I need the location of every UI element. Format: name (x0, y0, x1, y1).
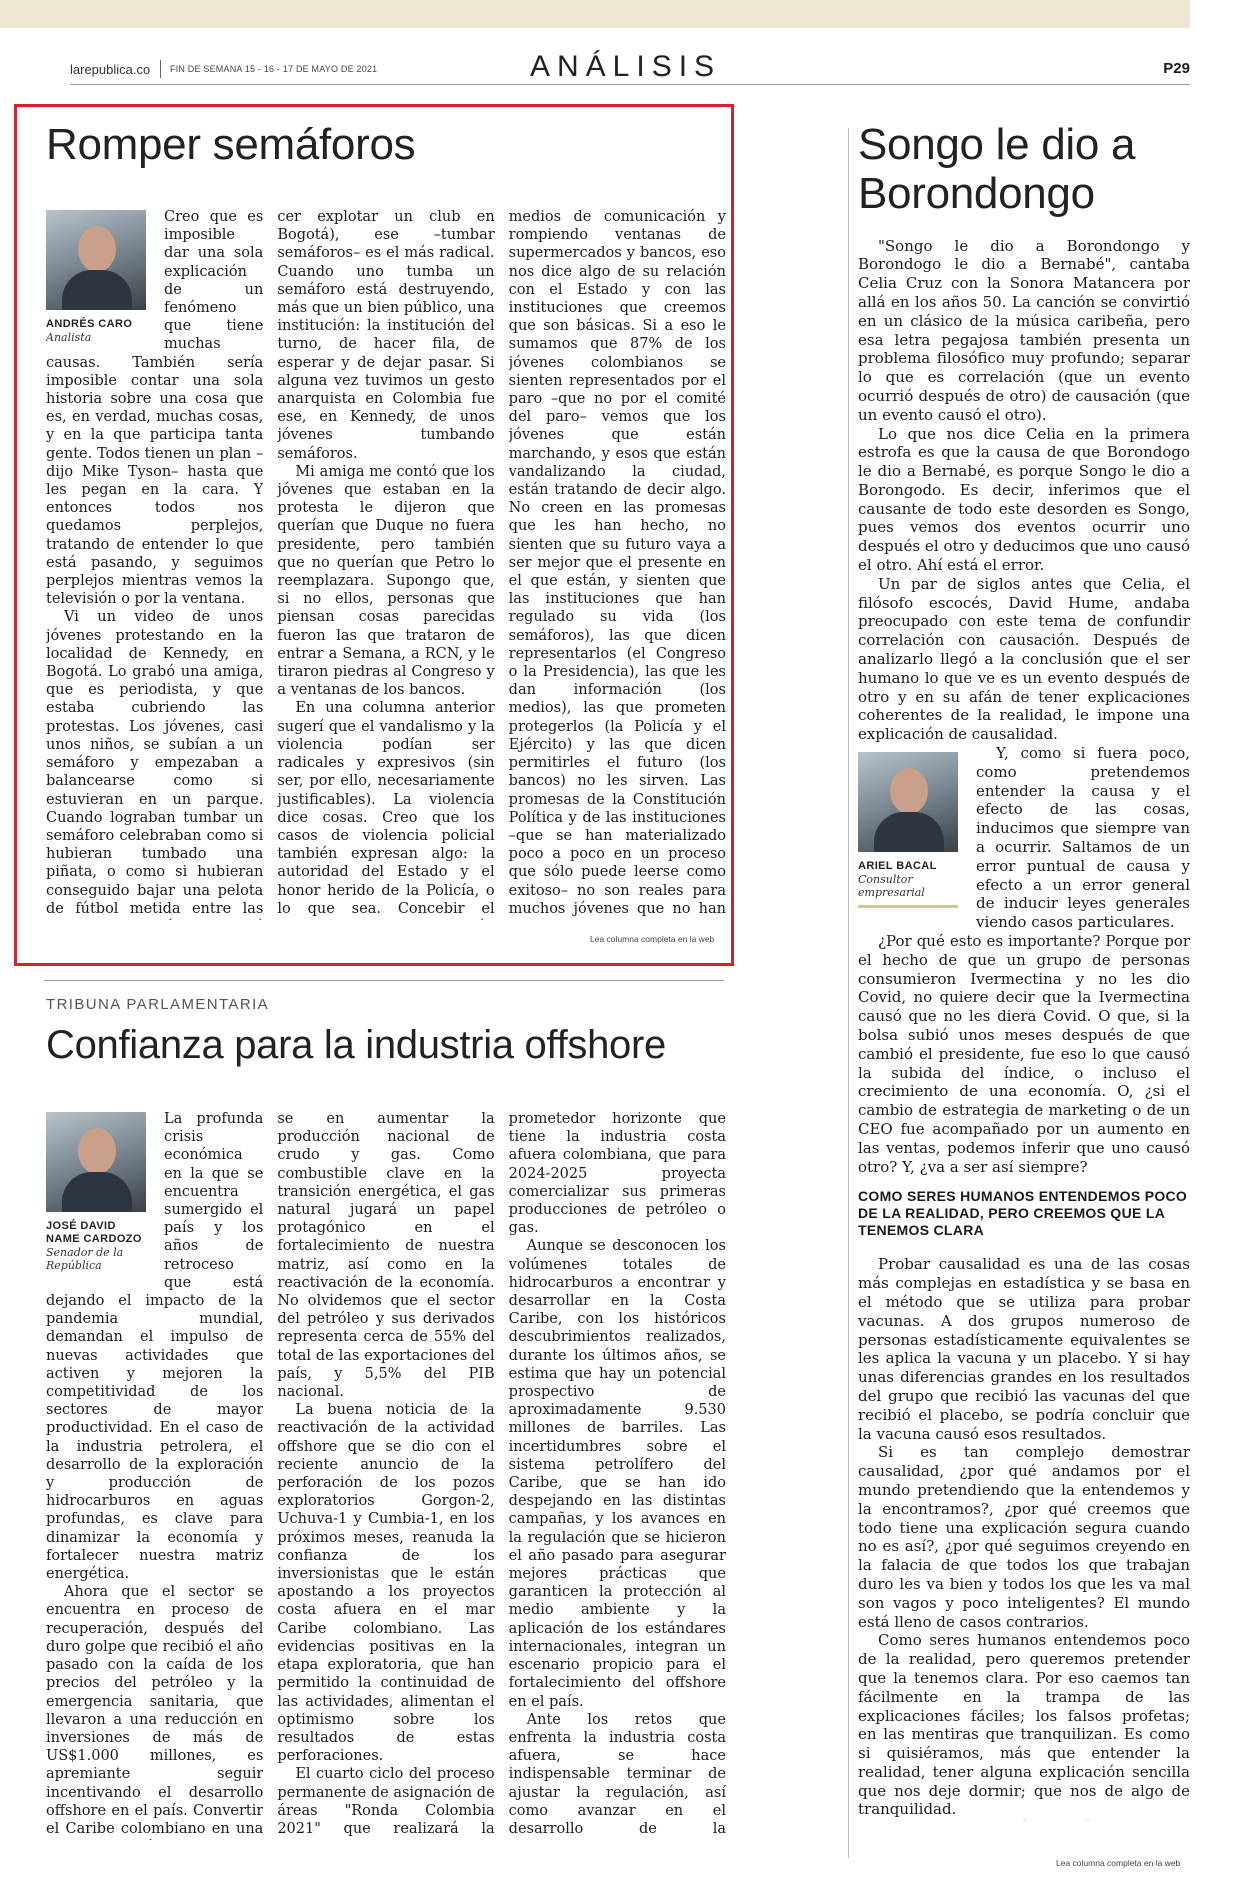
site-name[interactable]: larepublica.co (70, 62, 151, 77)
column-2 (277, 208, 494, 920)
article-body (46, 208, 726, 920)
article-title: Romper semáforos (46, 120, 416, 169)
column-3 (509, 1110, 726, 1840)
subheading: COMO SERES HUMANOS ENTENDEMOS POCO DE LA REALIDAD, PERO CREEMOS QUE LA TENEMOS CLARA (858, 1188, 1188, 1239)
page-number: P29 (1163, 60, 1190, 77)
paragraph: "Songo le dio a Borondongo y Borondogo le dio a Bernabé", cantaba Celia Cruz con la Sonora Matancera por allá en los años 50. La canción se convirtió en un clásico de la música caribeña, pero esa letra pegajosa también presenta un problema filosófico muy profundo; separar lo que es correlación (que un evento ocurrió después de otro) de causación (que un evento causó el otro). (858, 236, 1190, 424)
column-3 (509, 208, 726, 920)
author-box (46, 1112, 150, 1272)
article-offshore (46, 996, 726, 1068)
paragraph: Ahora que el sector se encuentra en proceso de recuperación, después del duro golpe que recibió el año pasado con la caída de los precios del petróleo y la emergencia sanitaria, que llevaron a una reducción en inversiones de más de US$1.000 millones, es apremiante seguir incentivando el desarrollo offshore en el país. Convertir el Caribe colombiano en una (46, 1584, 264, 1837)
article-title: Songo le dio a Borondongo (858, 120, 1136, 219)
paragraph: La buena noticia de la reactivación de la actividad offshore que se dio con el reciente anuncio de la perforación de los pozos exploratorios Gorgon-2, Uchuva-1 y Cumbia-1, en los próximos meses, reanuda la confianza de los inversionistas que le están apostando a los proyectos costa afuera en el mar Caribe colombiano. Las evidencias positivas en la etapa exploratoria, que han permitido la continuidad de las actividades, alimentan el optimismo sobre los resultados de estas perforaciones. (277, 1402, 495, 1765)
page-header (70, 50, 1190, 83)
article-body (46, 1110, 726, 1840)
author-underline (858, 905, 958, 908)
author-name: ARIEL BACAL (858, 860, 937, 873)
author-photo (46, 1112, 146, 1212)
article-songo (858, 120, 1190, 1821)
column-1 (46, 208, 263, 920)
article-romper-semaforos (46, 120, 726, 169)
paragraph: Ante los retos que enfrenta la industria costa afuera, se hace indispensable terminar de ajustar la regulación, así como avanzar en el desarrollo de la (508, 1711, 726, 1837)
author-name: ANDRÉS CARO (46, 318, 133, 330)
author-role: Consultor empresarial (858, 873, 925, 900)
column-1 (46, 1110, 263, 1840)
header-separator (160, 60, 161, 78)
header-rule (70, 84, 1190, 85)
paragraph: medios de comunicación y rompiendo ventanas de supermercados y bancos, eso nos dice algo de su relación con el Estado y con las instituciones que creemos que son básicas. Si a eso le sumamos que 87% de los jóvenes colombianos se sienten representados por el paro –que no por el comité del paro– vemos que los jóvenes que están marchando, y esos que están vandalizando la ciudad, están tratando de decir algo. No creen en las promesas que les han hecho, no sienten que su futuro vaya a ser mejor que el presente en el que están, y sienten que las instituciones que han regulado su vida (los semáforos), las que dicen representarlos (el Congreso o la Presidencia), las que les dan información (los medios), las que prometen protegerlos (la Policía y el Ejército) y las que dicen permitirles el futuro (los bancos) no les sirven. Las promesas de la Constitución Política y de las instituciones –que se han materializado poco a poco en un proceso que sólo puede leerse como exitoso– no son reales para muchos jóvenes que no han (508, 209, 726, 917)
paragraph: La profunda crisis económica en la que se encuentra sumergido el país y los años de retroceso que está dejando el impacto de la pandemia mundial, demandan el impulso de nuevas actividades que activen y mejoren la competitividad de los sectores de mayor productividad. En el caso de la industria petrolera, el desarrollo de la exploración y producción de hidrocarburos en aguas profundas, es clave para dinamizar la economía y fortalecer nuestra matriz energética. (46, 1111, 264, 1583)
read-more-link[interactable]: Lea columna completa en la web (1056, 1858, 1181, 1868)
paragraph: Si es tan complejo demostrar causalidad, ¿por qué andamos por el mundo pretendiendo que la entendemos y la encontramos?, ¿por qué creemos que todo tiene una explicación segura cuando no es así?, ¿por qué seguimos creyendo en la falacia de que todos los que trabajan duro les va bien y todos los que les va mal son vagos y poco inteligentes? El mundo está lleno de casos contrarios. (858, 1443, 1190, 1631)
paragraph: Un par de siglos antes que Celia, el filósofo escocés, David Hume, andaba preocupado con este tema de confundir correlación con causación. Después de analizarlo llegó a la conclusión que el ser humano lo que ve es un evento después de otro y en su afán de tener explicaciones coherentes de la realidad, le impone una explicación de causalidad. (858, 574, 1190, 744)
article-kicker: TRIBUNA PARLAMENTARIA (46, 996, 270, 1013)
paragraph: Aunque se desconocen los volúmenes totales de hidrocarburos a encontrar y desarrollar en la Costa Caribe, con los históricos descubrimientos realizados, durante los últimos años, se estima que hay un potencial prospectivo de aproximadamente 9.530 millones de barriles. Las incertidumbres sobre el sistema petrolífero del Caribe, que se han ido despejando en las distintas campañas, y los avances en la regulación que se hicieron el año pasado para asegurar mejores prácticas que garanticen la protección al medio ambiente y la aplicación de los estándares internacionales, integran un escenario propicio para el fortalecimiento del offshore en el país. (508, 1238, 726, 1710)
section-rule (44, 980, 724, 981)
author-role: Analista (46, 331, 92, 344)
paragraph: El cuarto ciclo del proceso permanente de asignación de áreas "Ronda Colombia 2021" que realizará la (277, 1766, 495, 1837)
paragraph: prometedor horizonte que tiene la industria costa afuera colombiana, que para 2024-2025 proyecta comercializar sus primeras producciones de petróleo o gas. (508, 1111, 726, 1237)
paragraph: Como seres humanos entendemos poco de la realidad, pero queremos pretender que la tenemos clara. Por eso caemos tan fácilmente en la trampa de las explicaciones fáciles; los falsos profetas; en las mentiras que tranquilizan. Es como si quisiéramos, más que entender la realidad, tener alguna explicación sencilla que nos deje dormir; que nos de algo de tranquilidad. (858, 1631, 1190, 1819)
author-box (46, 210, 150, 344)
paragraph: Creo que es imposible dar una sola explicación de un fenómeno que tiene muchas causas. También sería imposible contar una sola historia sobre una cosa que es, en verdad, muchas cosas, y en la que participa tanta gente. Todos tienen un plan –dijo Mike Tyson– hasta que les pegan en la cara. Y entonces todos nos quedamos perplejos, tratando de entender lo que está pasando, y seguimos perplejos mientras vemos la televisión o por la ventana. (46, 209, 264, 608)
author-box (858, 752, 962, 908)
column-separator (848, 128, 849, 1858)
column-2 (277, 1110, 494, 1840)
author-photo (46, 210, 146, 310)
paragraph: se en aumentar la producción nacional de crudo y gas. Como combustible clave en la transición energética, el gas natural jugará un papel protagónico en el fortalecimiento de nuestra matriz, así como en la reactivación de la economía. No olvidemos que el sector del petróleo y sus derivados representa cerca de 55% del total de las exportaciones del país, y 5,5% del PIB nacional. (277, 1111, 495, 1401)
paragraph: Lo que nos dice Celia en la primera estrofa es que la causa de que Borondogo le dio a Bernabé, es porque Songo le dio a Borongodo. Es decir, inferimos que el causante de todo este desorden es Songo, pues vemos dos eventos ocurrir uno después el otro y deducimos que uno causó el otro. Ahí está el error. (858, 424, 1190, 575)
paragraph: Probar causalidad es una de las cosas más complejas en estadística y se basa en el método que se utiliza para probar vacunas. A dos grupos numeroso de personas estadísticamente equivalentes se les aplica la vacuna y un placebo. Y si hay unas diferencias grandes en los resultados del grupo que recibió las vacunas del que recibió el placebo, se podría concluir que la vacuna causó esos resultados. (858, 1255, 1190, 1443)
author-name: JOSÉ DAVID NAME CARDOZO (46, 1220, 142, 1245)
edition-date: FIN DE SEMANA 15 - 16 - 17 DE MAYO DE 2021 (170, 64, 378, 74)
paragraph: ¿Por qué esto es importante? Porque por el hecho de que un grupo de personas consumieron Ivermectina y no les dio Covid, no quiere decir que la Ivermectina causó que no les diera Covid. O que, si la bolsa subió unos meses después de que cambió el presidente, fue eso lo que causó la subida del índice, o incluso el crecimiento de una economía. O, ¿si el cambio de estrategia de marketing o de un CEO fue acompañado por un aumento en las ventas, podemos inferir que uno causó otro? Y, ¿va a ser así siempre? (858, 932, 1190, 1176)
paragraph: Vi un video de unos jóvenes protestando en la localidad de Kennedy, en Bogotá. Lo grabó una amiga, que es periodista, y que estaba cubriendo las protestas. Los jóvenes, casi unos niños, se subían a un semáforo y empezaban a balancearse como si estuvieran en un parque. Cuando lograban tumbar un semáforo celebraban como si hubieran tumbado una piñata, o como si hubieran conseguido bajar una pelota de fútbol metida entre las (46, 609, 264, 917)
article-title: Confianza para la industria offshore (46, 1023, 666, 1067)
paragraph: En una columna anterior sugerí que el vandalismo y la violencia podían ser radicales y expresivos (sin ser, por ello, necesariamente justificables). La violencia dice cosas. Creo que los casos de violencia policial también expresan algo: la autoridad del Estado y el honor herido de la Policía, o lo que sea. Concebir el (277, 700, 495, 917)
top-color-band (0, 0, 1190, 28)
paragraph: Mi amiga me contó que los jóvenes que estaban en la protesta le dijeron que querían que Duque no fuera presidente, pero también que no querían que Petro lo reemplazara. Supongo que, si no ellos, personas que piensan cosas parecidas fueron las que trataron de entrar a Semana, a RCN, y le tiraron piedras al Congreso y a ventanas de los bancos. (277, 463, 495, 699)
section-title: ANÁLISIS (530, 50, 722, 83)
paragraph: cer explotar un club en Bogotá), ese –tumbar semáforos– es el más radical. Cuando uno tumba un semáforo está destruyendo, más que un bien público, una institución: la institución del turno, de hacer fila, de esperar y de dejar pasar. Si alguna vez tuvimos un gesto anarquista en Colombia fue ese, en Kennedy, de unos jóvenes tumbando semáforos. (277, 209, 495, 462)
read-more-link[interactable]: Lea columna completa en la web (590, 934, 715, 944)
author-role: Senador de la República (46, 1246, 124, 1272)
paragraph (858, 1819, 1190, 1820)
author-photo (858, 752, 958, 852)
article-body (858, 237, 1190, 1821)
paragraph: Y, como si fuera poco, como pretendemos entender la causa y el efecto de las cosas, inducimos que siempre van a ocurrir. Saltamos de un error puntual de causa y efecto a un error general de inducir leyes generales viendo casos particulares. (976, 744, 1190, 932)
